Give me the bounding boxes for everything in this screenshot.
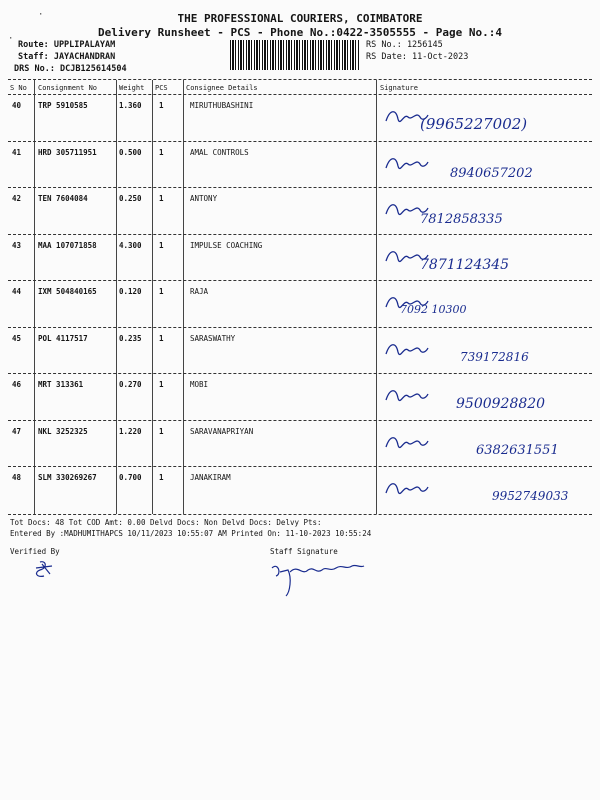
rs-date: RS Date: 11-Oct-2023 — [366, 52, 469, 62]
row-consignment-no: TEN 7604084 — [38, 194, 88, 203]
row-sno: 47 — [12, 426, 22, 436]
signature-scribble — [382, 382, 432, 412]
row-consignee: MOBI — [190, 380, 209, 389]
row-sno: 41 — [12, 147, 22, 157]
signature-scribble — [382, 336, 432, 366]
row-consignment-no: SLM 330269267 — [38, 473, 97, 482]
row-consignment-no: MAA 107071858 — [38, 240, 97, 250]
row-weight: 0.235 — [119, 333, 142, 343]
table-row — [0, 281, 600, 328]
row-consignment-no: TRP 5910585 — [38, 101, 88, 110]
row-sno: 46 — [12, 380, 22, 389]
table-top-rule — [8, 79, 592, 80]
signature-phone: 7812858335 — [420, 212, 503, 227]
rs-number: RS No.: 1256145 — [366, 40, 443, 50]
signature-phone: (9965227002) — [420, 115, 528, 133]
row-sno: 42 — [12, 194, 22, 203]
table-row — [0, 374, 600, 421]
row-pcs: 1 — [159, 147, 164, 157]
column-header-signature: Signature — [380, 84, 418, 92]
route-label: Route: UPPLIPALAYAM — [18, 40, 116, 50]
row-sno: 40 — [12, 101, 22, 110]
row-weight: 0.250 — [119, 194, 142, 203]
row-consignee: SARAVANAPRIYAN — [190, 426, 254, 436]
row-weight: 0.120 — [119, 287, 142, 296]
row-consignment-no: POL 4117517 — [38, 333, 88, 343]
signature-scribble — [382, 429, 432, 459]
entered-by-line: Entered By :MADHUMITHAPCS 10/11/2023 10:55:07 AM Printed On: 11-10-2023 10:55:24 — [10, 529, 372, 538]
row-weight: 0.270 — [119, 380, 142, 389]
signature-scribble — [382, 150, 432, 180]
row-pcs: 1 — [159, 240, 164, 250]
scan-dot: · — [38, 10, 44, 20]
row-sno: 48 — [12, 473, 22, 482]
row-pcs: 1 — [159, 380, 164, 389]
drs-number: DRS No.: DCJB125614504 — [14, 64, 127, 74]
barcode — [230, 40, 360, 70]
table-bottom-rule — [8, 514, 592, 515]
row-consignment-no: HRD 305711951 — [38, 147, 97, 157]
row-consignment-no: MRT 313361 — [38, 380, 84, 389]
column-header-sno: S No — [10, 84, 27, 92]
row-consignee: RAJA — [190, 287, 209, 296]
signature-phone: 8940657202 — [450, 165, 533, 181]
row-consignee: SARASWATHY — [190, 333, 236, 343]
signature-phone: 6382631551 — [476, 442, 559, 458]
column-header-consignment: Consignment No — [38, 84, 98, 92]
row-consignee: AMAL CONTROLS — [190, 147, 249, 157]
row-consignee: IMPULSE COACHING — [190, 240, 263, 250]
table-row — [0, 142, 600, 189]
row-consignee: ANTONY — [190, 194, 218, 203]
row-weight: 0.500 — [119, 147, 142, 157]
table-row — [0, 95, 600, 142]
table-row — [0, 421, 600, 468]
scan-dot: · — [8, 34, 14, 44]
signature-phone: 9952749033 — [492, 489, 569, 503]
row-pcs: 1 — [159, 426, 164, 436]
row-consignee: JANAKIRAM — [190, 473, 231, 482]
runsheet-title: Delivery Runsheet - PCS - Phone No.:0422-3505555 - Page No.:4 — [98, 26, 502, 39]
row-consignment-no: IXM 504840165 — [38, 287, 97, 296]
verified-by-label: Verified By — [10, 547, 60, 556]
column-header-weight: Weight — [119, 84, 145, 92]
table-row — [0, 235, 600, 282]
row-pcs: 1 — [159, 101, 164, 110]
row-consignee: MIRUTHUBASHINI — [190, 101, 254, 110]
signature-phone: 9500928820 — [456, 396, 546, 412]
staff-label: Staff: JAYACHANDRAN — [18, 52, 116, 62]
row-weight: 1.360 — [119, 101, 142, 110]
table-row — [0, 188, 600, 235]
signature-phone: 739172816 — [460, 349, 529, 364]
table-row — [0, 467, 600, 514]
column-header-pcs: PCS — [155, 84, 168, 92]
totals-line: Tot Docs: 48 Tot COD Amt: 0.00 Delvd Docs: Non Delvd Docs: Delvy Pts: — [10, 518, 322, 527]
row-consignment-no: NKL 3252325 — [38, 426, 88, 436]
company-title: THE PROFESSIONAL COURIERS, COIMBATORE — [177, 12, 423, 25]
row-sno: 43 — [12, 240, 22, 250]
staff-signature-label: Staff Signature — [270, 547, 338, 556]
row-weight: 1.220 — [119, 426, 142, 436]
row-pcs: 1 — [159, 194, 164, 203]
row-weight: 4.300 — [119, 240, 142, 250]
row-pcs: 1 — [159, 287, 164, 296]
row-pcs: 1 — [159, 333, 164, 343]
signature-scribble — [382, 475, 432, 505]
row-sno: 44 — [12, 287, 22, 296]
column-header-consignee: Consignee Details — [186, 84, 258, 92]
row-pcs: 1 — [159, 473, 164, 482]
staff-signature — [268, 558, 368, 598]
signature-phone: 7092 10300 — [400, 303, 467, 316]
row-weight: 0.700 — [119, 473, 142, 482]
row-sno: 45 — [12, 333, 22, 343]
table-row — [0, 328, 600, 375]
verifier-signature — [32, 558, 62, 580]
signature-phone: 7871124345 — [420, 256, 510, 273]
